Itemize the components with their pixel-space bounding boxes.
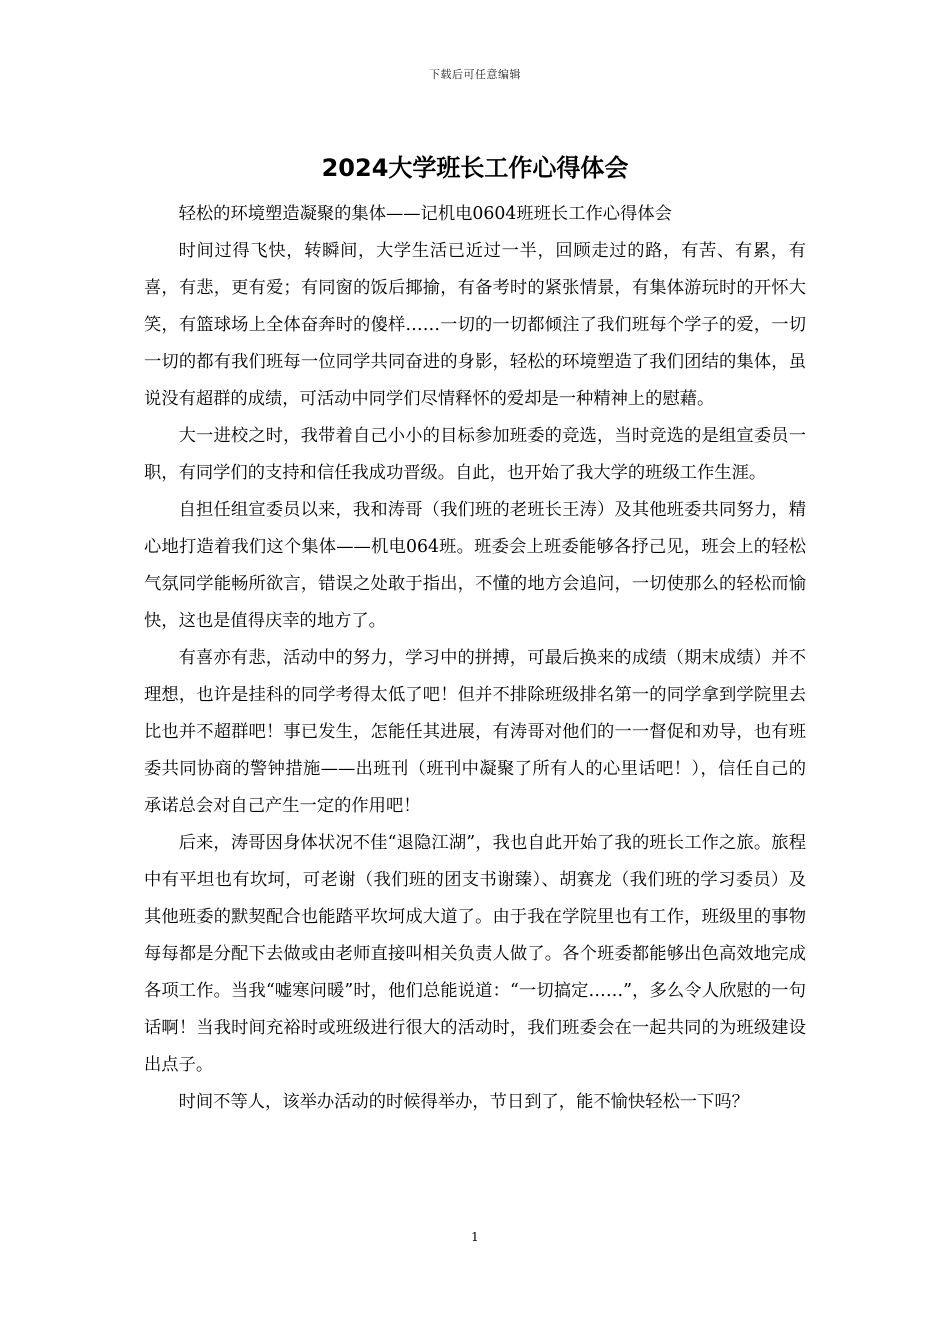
document-body (144, 196, 806, 1121)
body-paragraph: 大一进校之时，我带着自己小小的目标参加班委的竞选，当时竞选的是组宣委员一职，有同学们的支持和信任我成功晋级。自此，也开始了我大学的班级工作生涯。 (144, 426, 806, 483)
body-paragraph: 时间不等人，该举办活动的时候得举办，节日到了，能不愉快轻松一下吗？ (178, 1092, 749, 1112)
subtitle-paragraph: 轻松的环境塑造凝聚的集体——记机电0604班班长工作心得体会 (178, 204, 672, 224)
body-paragraph: 自担任组宣委员以来，我和涛哥（我们班的老班长王涛）及其他班委共同努力，精心地打造着我们这个集体——机电064班。班委会上班委能够各抒己见，班会上的轻松气氛同学能畅所欲言，错误之处敢于指出，不懂的地方会追问，一切使那么的轻松而愉快，这也是值得庆幸的地方了。 (144, 500, 806, 631)
body-paragraph: 时间过得飞快，转瞬间，大学生活已近过一半，回顾走过的路，有苦、有累，有喜，有悲，更有爱；有同窗的饭后揶揄，有备考时的紧张情景，有集体游玩时的开怀大笑，有篮球场上全体奋奔时的傻样……一切的一切都倾注了我们班每个学子的爱，一切一切的都有我们班每一位同学共同奋进的身影，轻松的环境塑造了我们团结的集体，虽说没有超群的成绩，可活动中同学们尽情释怀的爱却是一种精神上的慰藉。 (144, 241, 806, 409)
body-paragraph: 后来，涛哥因身体状况不佳“退隐江湖”，我也自此开始了我的班长工作之旅。旅程中有平坦也有坎坷，可老谢（我们班的团支书谢臻）、胡赛龙（我们班的学习委员）及其他班委的默契配合也能踏平坎坷成大道了。由于我在学院里也有工作，班级里的事物每每都是分配下去做或由老师直接叫相关负责人做了。各个班委都能够出色高效地完成各项工作。当我“嘘寒问暖”时，他们总能说道：“一切搞定……”，多么令人欣慰的一句话啊！当我时间充裕时或班级进行很大的活动时，我们班委会在一起共同的为班级建设出点子。 (144, 833, 806, 1075)
page-number: 1 (471, 1230, 479, 1244)
body-paragraph: 有喜亦有悲，活动中的努力，学习中的拼搏，可最后换来的成绩（期末成绩）并不理想，也许是挂科的同学考得太低了吧！但并不排除班级排名第一的同学拿到学院里去比也并不超群吧！事已发生，怎能任其进展，有涛哥对他们的一一督促和劝导，也有班委共同协商的警钟措施——出班刊（班刊中凝聚了所有人的心里话吧！），信任自己的承诺总会对自己产生一定的作用吧！ (144, 648, 806, 816)
header-note: 下载后可任意编辑 (429, 68, 521, 81)
document-title: 2024大学班长工作心得体会 (321, 154, 629, 182)
